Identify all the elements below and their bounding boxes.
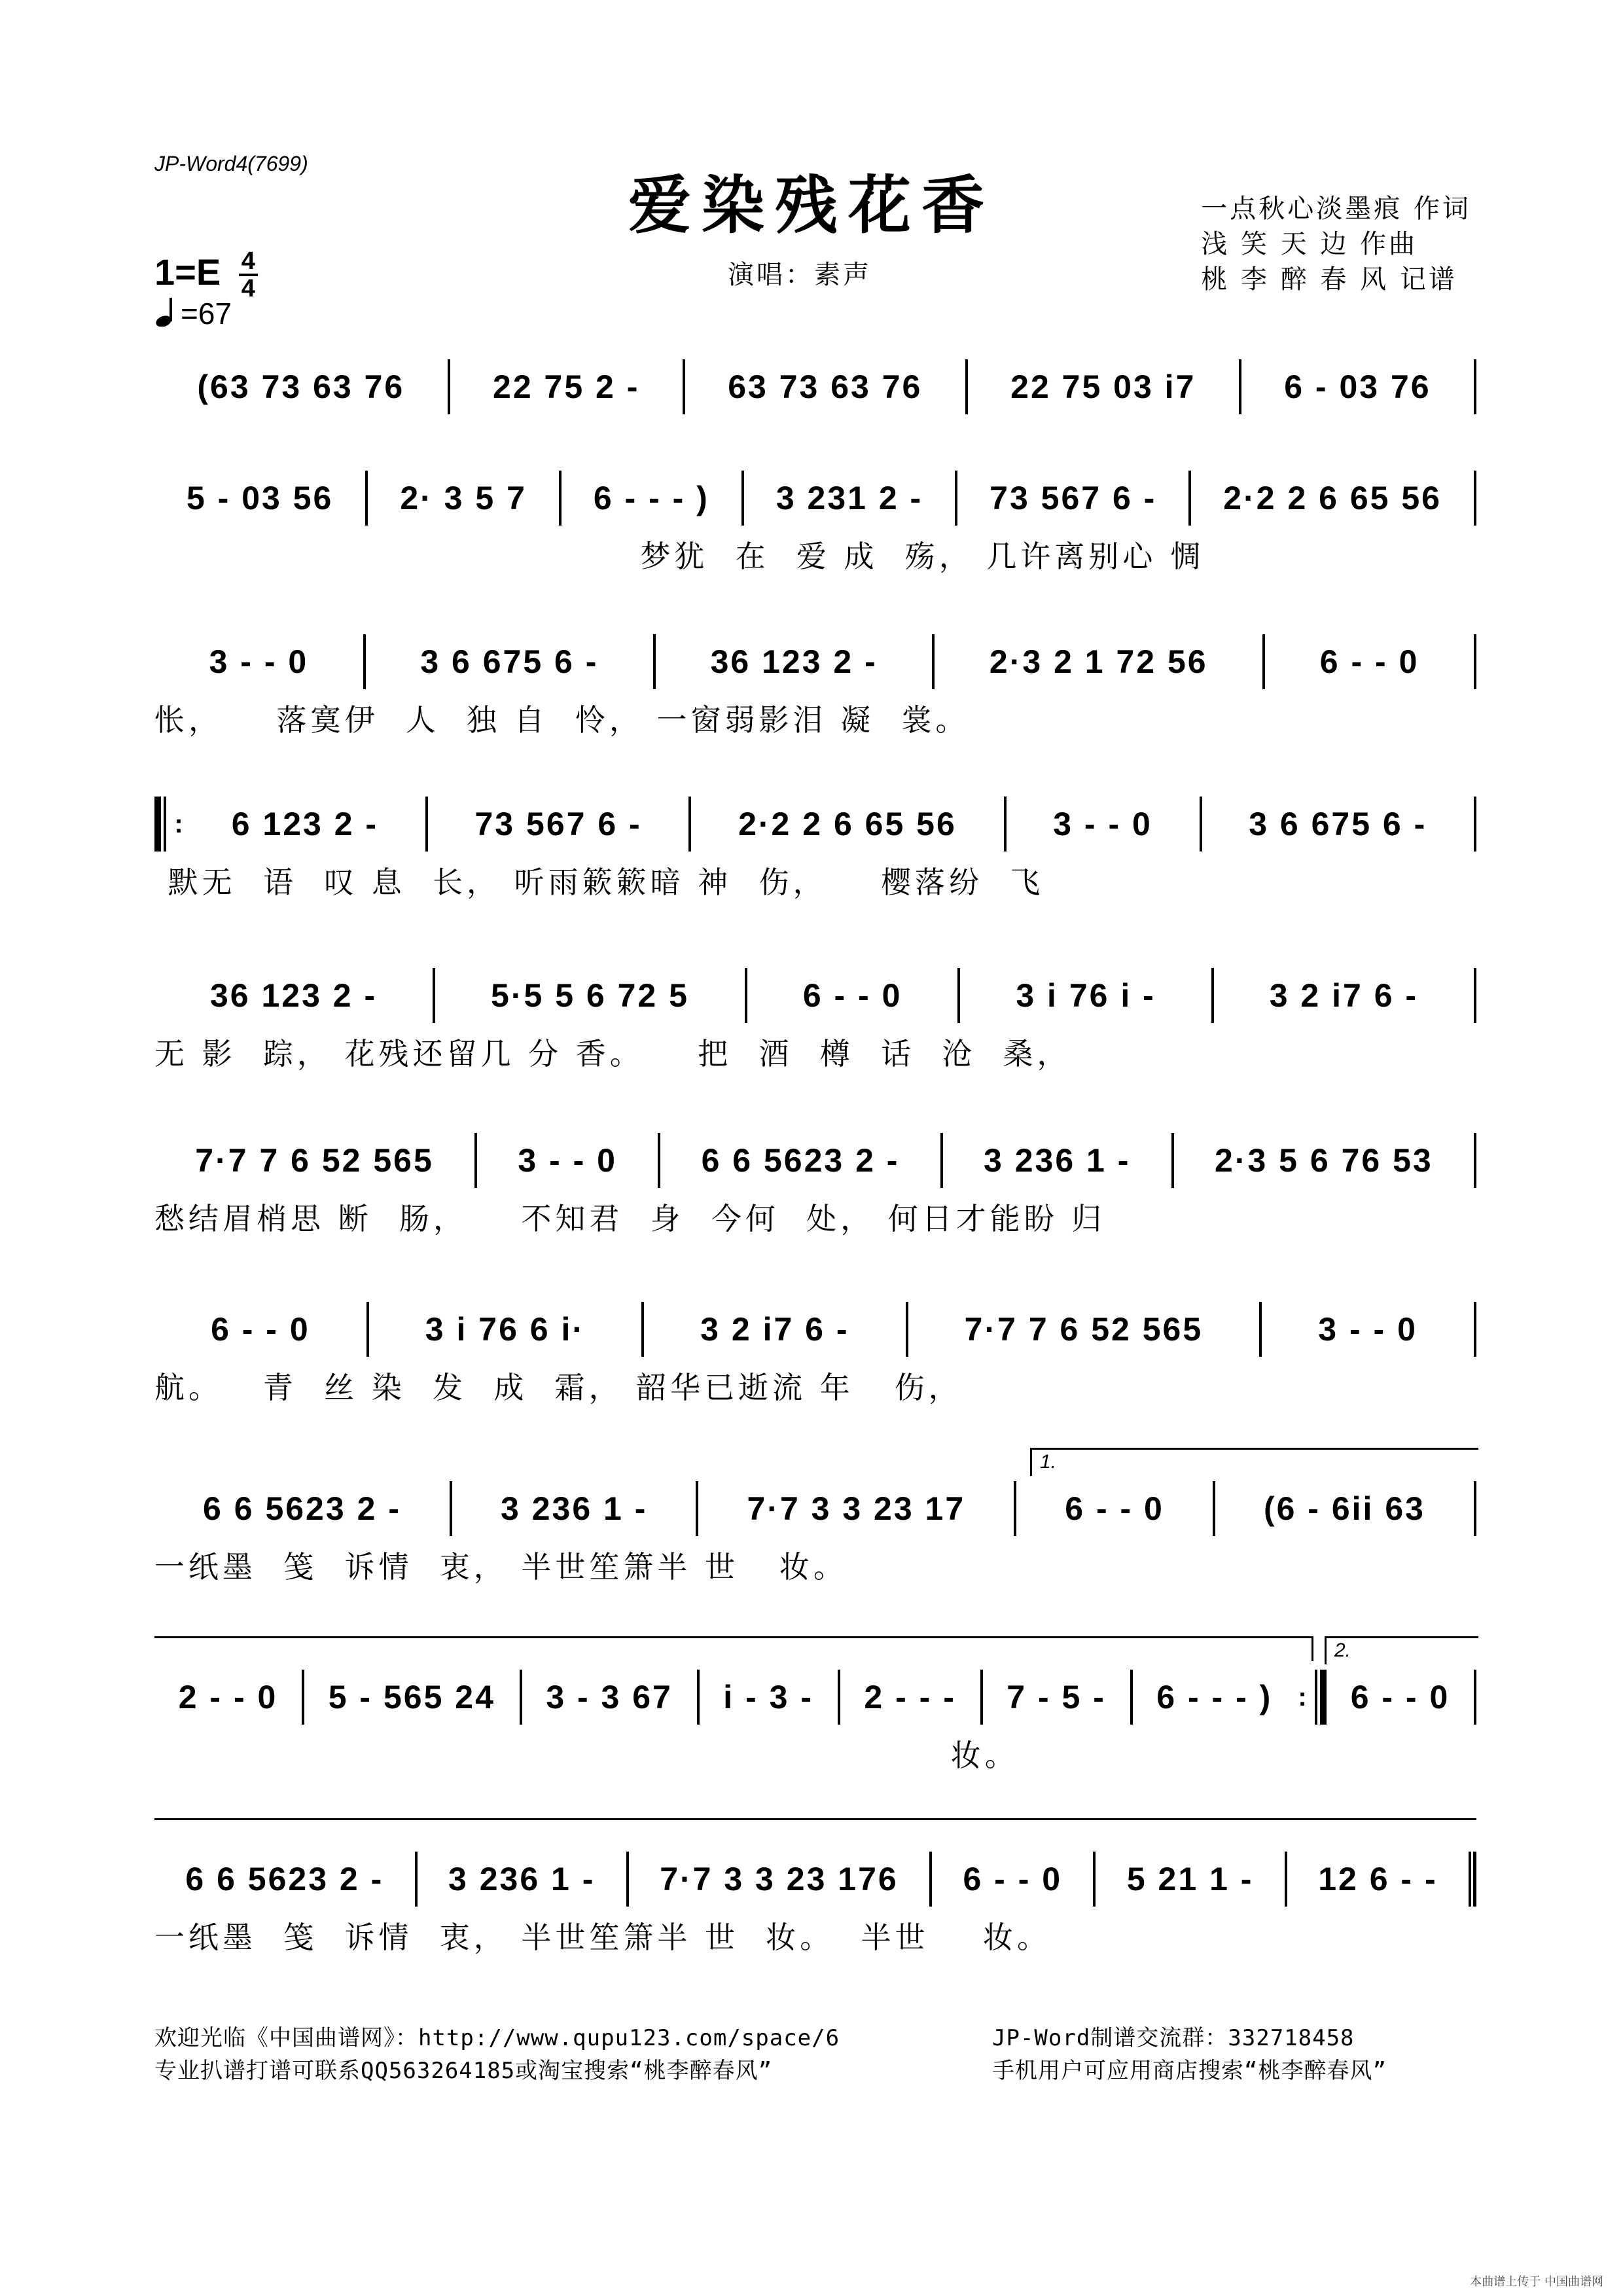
first-ending-label: 1. [1040,1451,1057,1473]
measure: 3 - 3 67 [546,1679,673,1715]
time-bottom: 4 [241,275,255,302]
measure-row [154,1473,1476,1545]
measure: 2·2 2 6 65 56 [1223,480,1442,516]
tempo-value: =67 [181,296,232,331]
measure: 6 6 5623 2 - [701,1142,900,1179]
credits [1201,191,1471,297]
repeat-end-barline [1308,1670,1327,1725]
first-ending-continuation [154,1636,1311,1638]
staff-system-1 [154,351,1476,423]
measure: 22 75 03 i7 [1010,368,1196,405]
site-watermark: 本曲谱上传于 中国曲谱网 [1470,2275,1603,2289]
repeat-dots: : [1298,1683,1307,1712]
time-top: 4 [239,249,258,276]
second-ending-label: 2. [1334,1640,1351,1661]
measure: 63 73 63 76 [728,368,923,405]
lyrics-line: 一纸墨 笺 诉情 衷， 半世笙箫半 世 妆。 [154,1549,847,1585]
song-title: 爱染残花香 [628,168,995,242]
measure: 3 - - 0 [1318,1311,1418,1348]
lyrics-line: 妆。 [154,1738,1019,1773]
measure: 36 123 2 - [710,643,878,680]
barline [1474,1133,1476,1188]
lyrics-line: 无 影 踪， 花残还留几 分 香。 把 酒 樽 话 沧 桑， [154,1036,1071,1071]
measure: 3 6 675 6 - [420,643,599,680]
lyrics-line: 愁结眉梢思 断 肠， 不知君 身 今何 处， 何日才能盼 归 [154,1201,1106,1236]
staff-system-8 [154,1451,1476,1585]
measure-row [154,1843,1476,1915]
lyrics-line: 一纸墨 笺 诉情 衷， 半世笙箫半 世 妆。 半世 妆。 [154,1920,1051,1955]
measure: 5 21 1 - [1126,1861,1254,1897]
measure: 2·3 2 1 72 56 [989,643,1208,680]
barline [1474,359,1476,414]
measure: 7 - 5 - [1007,1679,1106,1715]
measure: 3 236 1 - [448,1861,596,1897]
measure: 7·7 7 6 52 565 [964,1311,1204,1348]
lyrics-line: 梦犹 在 爱 成 殇， 几许离别心 惆 [154,539,1204,574]
barline [1474,968,1476,1023]
quarter-note-icon [154,296,181,327]
footer-contact: 专业扒谱打谱可联系QQ563264185或淘宝搜索“桃李醉春风” [154,2058,773,2084]
barline [1474,1302,1476,1357]
staff-system-6 [154,1124,1476,1236]
footer-app: 手机用户可应用商店搜索“桃李醉春风” [992,2058,1387,2084]
measure: 2·2 2 6 65 56 [738,806,957,842]
barline [1474,634,1476,689]
measure: 3 - - 0 [518,1142,617,1179]
second-ending-continuation [154,1818,1476,1820]
measure: 6 - - 0 [1319,643,1419,680]
staff-system-9 [154,1640,1476,1773]
staff-system-2 [154,462,1476,574]
tempo-marking [154,296,232,331]
second-ending-bracket [1325,1636,1478,1664]
measure: 6 - - 0 [211,1311,310,1348]
measure-row [154,960,1476,1031]
lyricist-credit: 一点秋心淡墨痕 作词 [1201,194,1471,224]
staff-system-3 [154,626,1476,738]
repeat-start-barline [154,797,173,852]
measure: 6 - - 0 [963,1861,1063,1897]
measure: 3 2 i7 6 - [700,1311,849,1348]
measure: 2 - - 0 [178,1679,278,1715]
measure-row [154,626,1476,698]
measure-row [154,351,1476,423]
lyrics-line: 航。 青 丝 染 发 成 霜， 韶华已逝流 年 伤， [154,1370,963,1405]
measure: 5 - 565 24 [328,1679,495,1715]
first-ending-end [1311,1636,1313,1661]
time-signature [239,249,258,301]
measure: 5·5 5 6 72 5 [491,977,689,1014]
measure: 6 6 5623 2 - [203,1490,401,1527]
measure: 36 123 2 - [209,977,378,1014]
measure: 73 567 6 - [474,806,642,842]
measure: 3 231 2 - [776,480,923,516]
final-barline [1469,1852,1476,1907]
measure: 7·7 3 3 23 17 [747,1490,966,1527]
measure: 6 - - - ) [1156,1679,1273,1715]
measure: 3 - - 0 [1053,806,1152,842]
footer-website: 欢迎光临《中国曲谱网》：http://www.qupu123.com/space/6 [154,2025,840,2051]
measure: 2 - - - [864,1679,956,1715]
measure: 73 567 6 - [990,480,1157,516]
measure: i - 3 - [723,1679,813,1715]
measure: 2·3 5 6 76 53 [1215,1142,1433,1179]
measure: 6 - - 0 [802,977,902,1014]
measure: 3 2 i7 6 - [1269,977,1419,1014]
measure: 3 6 675 6 - [1249,806,1427,842]
measure: 3 i 76 i - [1016,977,1156,1014]
measure: 7·7 7 6 52 565 [195,1142,434,1179]
measure: 6 - - 0 [1065,1490,1164,1527]
measure: 12 6 - - [1318,1861,1438,1897]
measure: 7·7 3 3 23 176 [660,1861,899,1897]
measure: 6 - - 0 [1350,1679,1450,1715]
software-version: JP-Word4(7699) [154,152,308,175]
singer: 演唱：素声 [728,260,872,290]
measure: 6 - - - ) [593,480,709,516]
measure: (63 73 63 76 [197,368,405,405]
measure: 3 - - 0 [209,643,309,680]
repeat-dots: : [174,810,183,838]
measure-row [154,1124,1476,1196]
measure: 6 - 03 76 [1284,368,1431,405]
transcriber-credit: 桃 李 醉 春 风 记谱 [1201,264,1457,295]
measure: 22 75 2 - [493,368,640,405]
measure-row [154,462,1476,534]
measure-row [154,1293,1476,1365]
measure: 5 - 03 56 [186,480,334,516]
footer-group: JP-Word制谱交流群：332718458 [992,2025,1355,2051]
measure: 6 6 5623 2 - [185,1861,384,1897]
first-ending-bracket [1030,1448,1478,1476]
measure: 6 123 2 - [231,806,379,842]
measure: 2· 3 5 7 [400,480,527,516]
barline [1474,1481,1476,1536]
measure-row [154,1661,1476,1733]
key-signature [154,249,258,301]
measure: 3 i 76 6 i· [425,1311,586,1348]
composer-credit: 浅 笑 天 边 作曲 [1201,229,1418,259]
lyrics-line: 默无 语 叹 息 长， 听雨簌簌暗 神 伤， 樱落纷 飞 [154,865,1044,900]
key-label: 1=E [154,251,221,293]
barline [1474,797,1476,852]
staff-system-5 [154,960,1476,1071]
lyrics-line: 怅， 落寞伊 人 独 自 怜， 一窗弱影泪 凝 裳。 [154,702,970,738]
staff-system-7 [154,1293,1476,1405]
measure-row [154,788,1476,860]
staff-system-10 [154,1843,1476,1955]
measure: 3 236 1 - [501,1490,648,1527]
barline [1474,471,1476,526]
staff-system-4 [154,788,1476,900]
measure: 3 236 1 - [984,1142,1131,1179]
barline [1474,1670,1476,1725]
measure: (6 - 6ii 63 [1263,1490,1425,1527]
